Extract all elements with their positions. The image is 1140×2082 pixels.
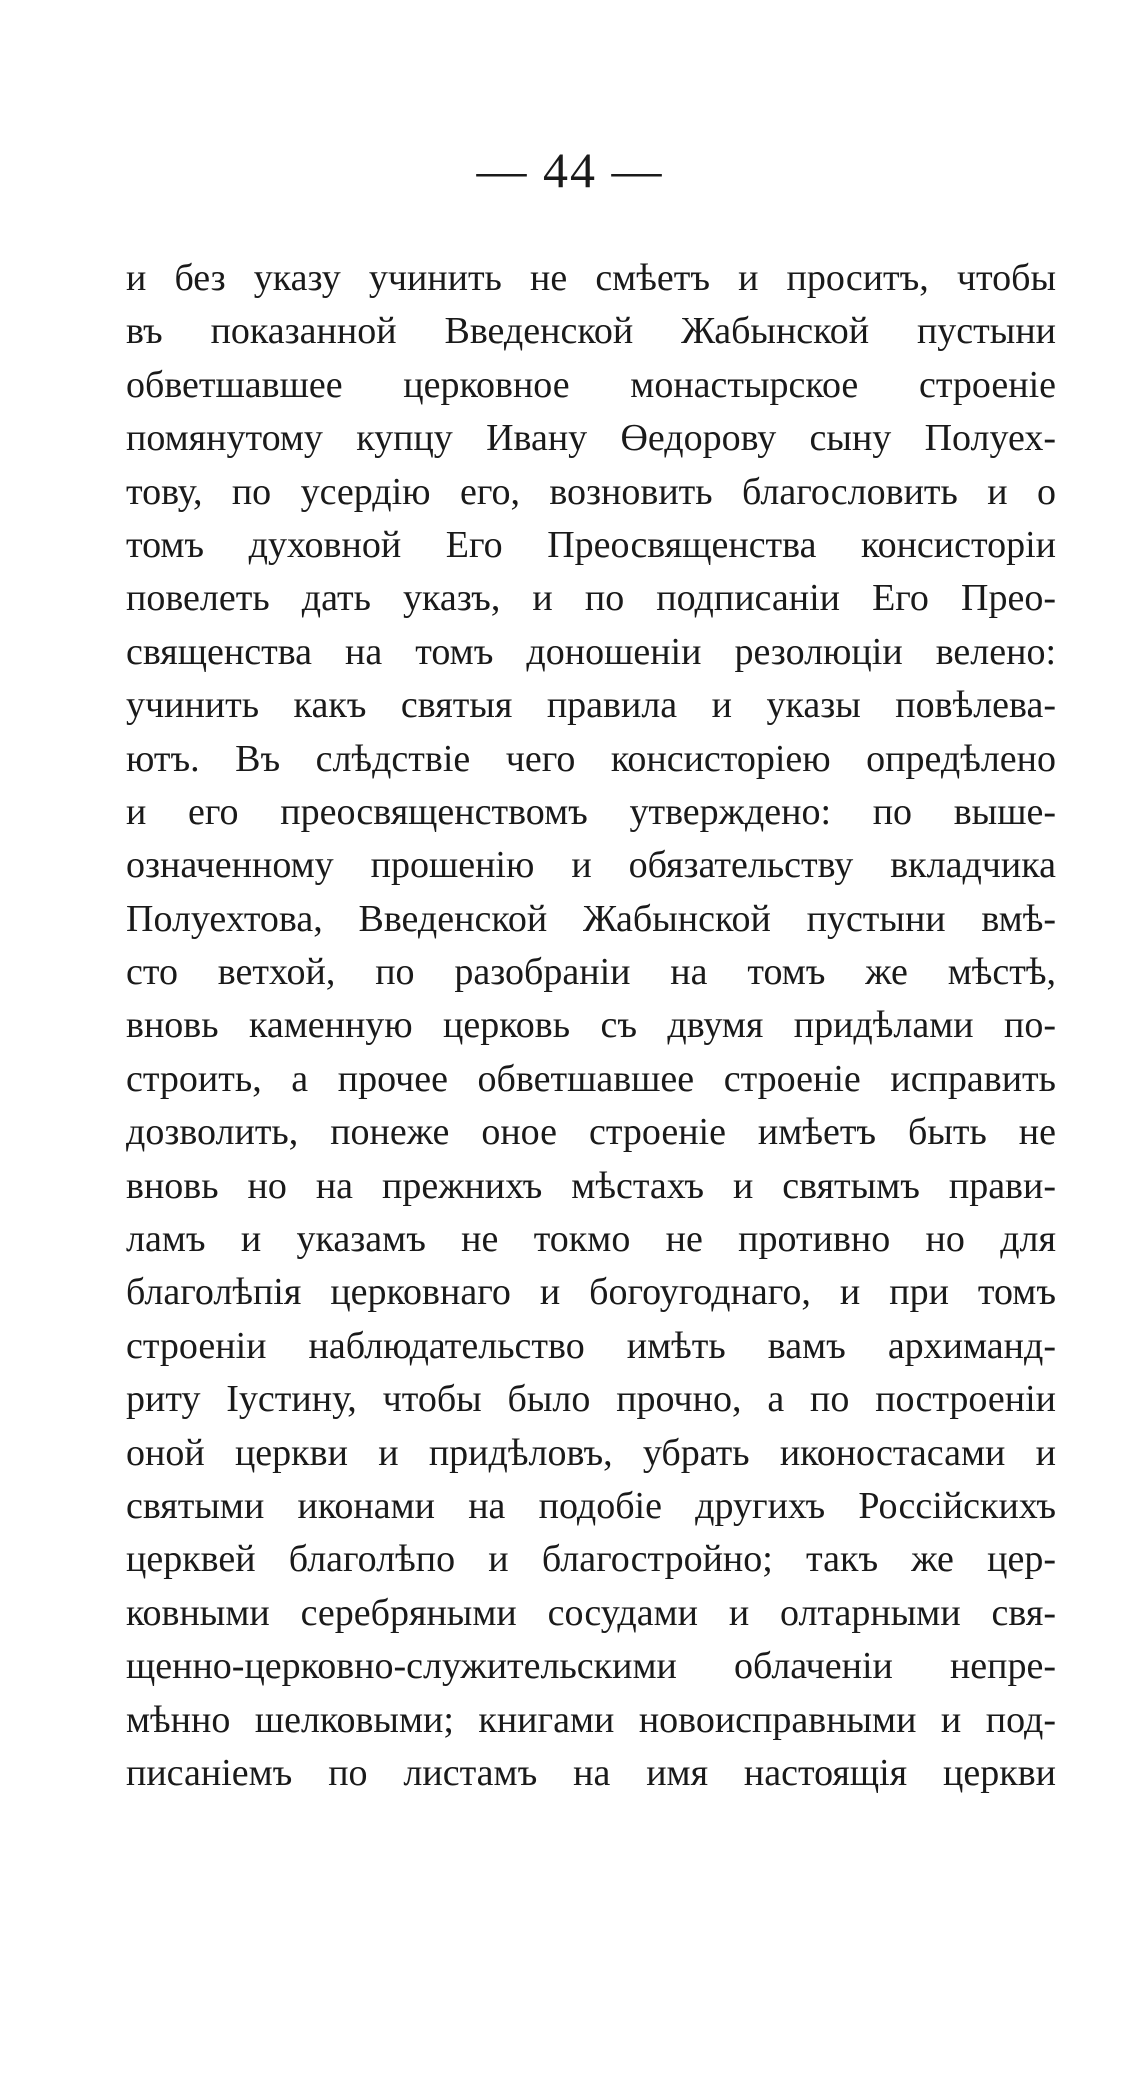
text-line: благолѣпія церковнаго и богоугоднаго, и при томъ	[126, 1271, 1056, 1314]
text-line: дозволить, понеже оное строеніе имѣетъ быть не	[126, 1111, 1056, 1154]
text-line: ковными серебряными сосудами и олтарными свя-	[126, 1591, 1056, 1634]
text-line: вновь каменную церковь съ двумя придѣлами по-	[126, 1004, 1056, 1047]
text-line: и без указу учинить не смѣетъ и проситъ, чтобы	[126, 257, 1056, 299]
text-line: повелеть дать указъ, и по подписаніи Его Прео-	[126, 577, 1056, 620]
text-line: помянутому купцу Ивану Өедорову сыну Полуех-	[126, 417, 1056, 460]
text-line: тову, по усердію его, возновить благословить и о	[126, 470, 1056, 513]
text-line: ламъ и указамъ не токмо не противно но для	[126, 1218, 1056, 1261]
text-line: мѣнно шелковыми; книгами новоисправными и под-	[126, 1698, 1056, 1741]
text-line: и его преосвященствомъ утверждено: по выше-	[126, 790, 1056, 833]
page-number: — 44 —	[476, 142, 664, 198]
text-line: Полуехтова, Введенской Жабынской пустыни вмѣ-	[126, 897, 1056, 940]
text-line: оной церкви и придѣловъ, убрать иконостасами и	[126, 1431, 1056, 1474]
text-body	[126, 252, 1056, 1800]
text-line: въ показанной Введенской Жабынской пустыни	[126, 310, 1056, 353]
text-line: томъ духовной Его Преосвященства консисторіи	[126, 523, 1056, 566]
text-line: строеніи наблюдательство имѣть вамъ архиманд-	[126, 1324, 1056, 1367]
text-line: означенному прошенію и обязательству вкладчика	[126, 844, 1056, 887]
text-line: святыми иконами на подобіе другихъ Россійскихъ	[126, 1484, 1056, 1527]
text-line: учинить какъ святыя правила и указы повѣлева-	[126, 684, 1056, 727]
text-line: обветшавшее церковное монастырское строеніе	[126, 363, 1056, 406]
text-line: священства на томъ доношеніи резолюціи велено:	[126, 630, 1056, 673]
text-line: вновь но на прежнихъ мѣстахъ и святымъ прави-	[126, 1164, 1056, 1207]
text-line: строить, а прочее обветшавшее строеніе исправить	[126, 1057, 1056, 1100]
text-line: сто ветхой, по разобраніи на томъ же мѣстѣ,	[126, 951, 1056, 994]
text-line: церквей благолѣпо и благостройно; такъ же цер-	[126, 1538, 1056, 1581]
text-line: писаніемъ по листамъ на имя настоящія церкви	[126, 1751, 1056, 1794]
text-line: риту Іустину, чтобы было прочно, а по построеніи	[126, 1378, 1056, 1421]
text-line: щенно-церковно-служительскими облаченіи непре-	[126, 1645, 1056, 1688]
text-line: ютъ. Въ слѣдствіе чего консисторіею опредѣлено	[126, 737, 1056, 780]
